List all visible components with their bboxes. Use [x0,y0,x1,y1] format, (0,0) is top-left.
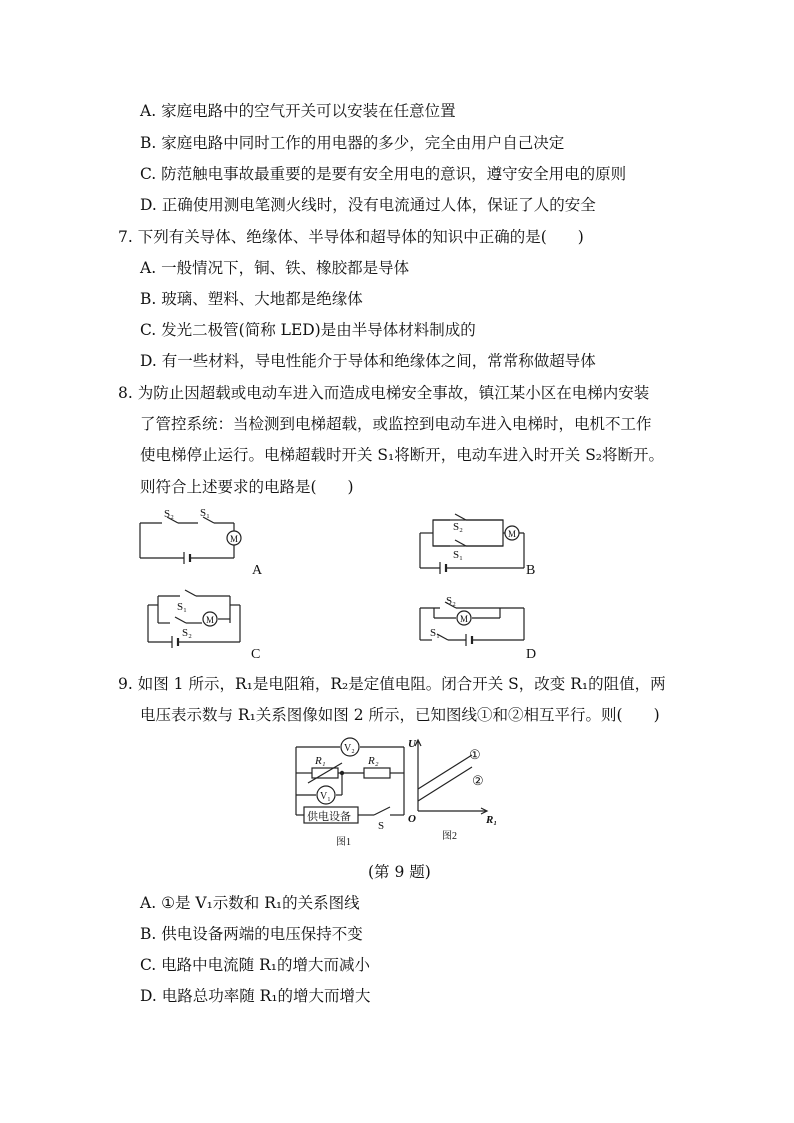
q8-stem-line-1: 8. 为防止因超载或电动车进入而造成电梯安全事故，镇江某小区在电梯内安装 [118,384,650,402]
resistor-r2-icon [364,768,390,778]
q9-option-b: B. 供电设备两端的电压保持不变 [140,925,363,943]
circuit-d-motor-label: M [460,614,469,624]
circuit-c-motor-label: M [206,615,215,625]
q7-stem: 7. 下列有关导体、绝缘体、半导体和超导体的知识中正确的是( ) [118,228,584,246]
circuit-d-s1-label: S₁ [430,627,440,639]
fig2-caption: 图2 [442,831,457,842]
circuit-a-s1-label: S₁ [200,507,210,519]
circuit-a-s2-label: S₂ [164,508,174,520]
circuit-c-s2-label: S₂ [182,627,192,639]
circuit-b-s1-label: S₁ [453,549,463,561]
circuit-d-s2-label: S₂ [446,595,456,607]
circuit-c-s1-label: S₁ [177,601,187,613]
q7-option-d: D. 有一些材料，导电性能介于导体和绝缘体之间，常常称做超导体 [140,352,596,370]
fig2-y-axis-label: U [408,738,416,750]
circuit-d [420,602,524,646]
q6-option-d: D. 正确使用测电笔测火线时，没有电流通过人体，保证了人的安全 [140,196,596,214]
q9-stem-line-2: 电压表示数与 R₁关系图像如图 2 所示，已知图线①和②相互平行。则( ) [140,706,660,724]
fig2-origin-label: O [408,813,416,825]
q7-option-b: B. 玻璃、塑料、大地都是绝缘体 [140,290,363,308]
circuit-b-motor-label: M [508,529,517,539]
fig2-x-axis-label: R₁ [486,814,498,826]
q9-option-a: A. ①是 V₁示数和 R₁的关系图线 [140,894,360,912]
q8-stem-line-4: 则符合上述要求的电路是( ) [140,478,354,496]
q9-option-d: D. 电路总功率随 R₁的增大而增大 [140,987,371,1005]
q9-figure-caption: (第 9 题) [368,863,431,881]
q6-option-b: B. 家庭电路中同时工作的用电器的多少，完全由用户自己决定 [140,134,565,152]
q9-stem-line-1: 9. 如图 1 所示，R₁是电阻箱，R₂是定值电阻。闭合开关 S，改变 R₁的阻值，两 [118,675,666,693]
circuit-b-s2-label: S₂ [453,521,463,533]
r2-label: R₂ [368,755,379,767]
circuit-c-letter: C [251,647,261,662]
circuit-a [140,517,241,564]
circuit-d-letter: D [526,647,537,662]
fig2-line-1-label: ① [469,747,481,762]
q6-option-a: A. 家庭电路中的空气开关可以安装在任意位置 [140,102,456,120]
q8-circuit-diagrams [120,500,680,670]
q8-stem-line-2: 了管控系统：当检测到电梯超载，或监控到电动车进入电梯时，电机不工作 [140,415,652,433]
r1-label: R₁ [315,755,326,767]
q7-option-c: C. 发光二极管(简称 LED)是由半导体材料制成的 [140,321,476,339]
circuit-b-letter: B [526,563,536,578]
switch-s-label: S [378,820,385,832]
circuit-c [148,590,240,648]
v1-label: V₁ [320,791,331,802]
q9-figures [290,733,510,851]
fig2-line-2-label: ② [472,773,484,788]
circuit-a-motor-label: M [230,534,239,544]
power-supply-label: 供电设备 [307,811,351,823]
circuit-b [420,514,524,574]
fig1-caption: 图1 [336,837,351,848]
q8-stem-line-3: 使电梯停止运行。电梯超载时开关 S₁将断开，电动车进入时开关 S₂将断开。 [140,446,665,464]
circuit-a-letter: A [252,563,263,578]
v2-label: V₂ [344,743,355,754]
q7-option-a: A. 一般情况下，铜、铁、橡胶都是导体 [140,259,410,277]
q6-option-c: C. 防范触电事故最重要的是要有安全用电的意识，遵守安全用电的原则 [140,165,627,183]
q9-option-c: C. 电路中电流随 R₁的增大而减小 [140,956,370,974]
